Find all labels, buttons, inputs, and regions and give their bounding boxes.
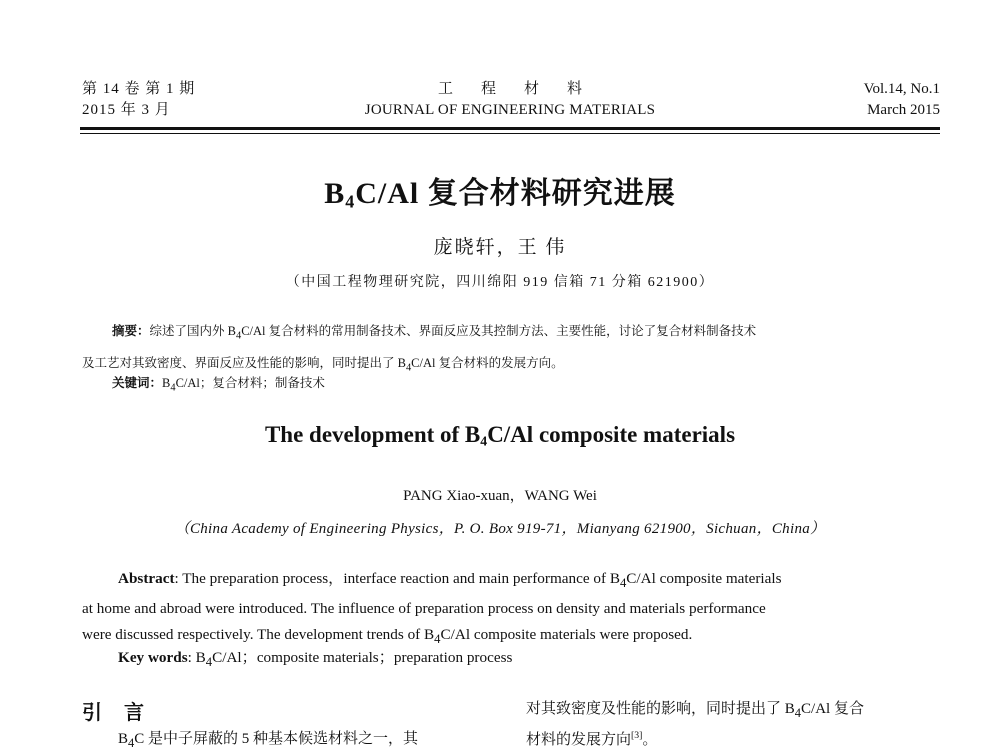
abstract-en-line1: Abstract: The preparation process，interface reaction and main performance of $B_4C/Al$ composite materials [118, 570, 782, 591]
affiliation-en: （China Academy of Engineering Physics，P. O. Box 919-71，Mianyang 621900，Sichuan，China） [174, 521, 826, 537]
abstract-cn-line2: 及工艺对其致密度、界面反应及性能的影响，同时提出了 $B_4C/Al$ 复合材料的发展方向。 [82, 355, 564, 373]
title-en: The development of $B_4C/Al$ composite materials [264, 422, 736, 449]
section-heading-introduction: 引言 [82, 702, 166, 724]
authors-en: PANG Xiao-xuan，WANG Wei [403, 488, 597, 504]
header-rule-thick [80, 127, 940, 130]
abstract-cn-line1: 摘要：综述了国内外 $B_4C/Al$ 复合材料的常用制备技术、界面反应及其控制方法、主要性能，讨论了复合材料制备技术 [112, 324, 757, 342]
keywords-cn: 关键词：$B_4C/Al$；复合材料；制备技术 [112, 376, 325, 394]
header-issue-en [864, 79, 940, 121]
abstract-en-line2: at home and abroad were introduced. The influence of preparation process on density and materials performance [82, 600, 766, 618]
header-date-en: March 2015 [867, 102, 940, 118]
header-vol-no: Vol.14, No.1 [863, 81, 940, 97]
abstract-cn-label: 摘要： [112, 324, 150, 338]
body-left-column-line: $B_4C$ 是中子屏蔽的 5 种基本候选材料之一，其 [118, 731, 419, 750]
title-cn: $B_4C/Al$ 复合材料研究进展 [324, 177, 676, 212]
body-right-line1: 对其致密度及性能的影响，同时提出了 $B_4C/Al$ 复合 [526, 701, 864, 720]
citation-ref[interactable]: [3] [631, 730, 643, 742]
keywords-en-label: Key words [118, 649, 188, 666]
authors-cn: 庞晓轩，王 伟 [433, 237, 567, 258]
abstract-en-label: Abstract [118, 570, 175, 587]
keywords-cn-label: 关键词： [112, 376, 163, 390]
affiliation-cn: （中国工程物理研究院，四川绵阳 919 信箱 71 分箱 621900） [285, 275, 715, 290]
header-date-cn: 2015 年 3 月 [82, 102, 171, 118]
keywords-en: Key words: $B_4C/Al$；composite materials；preparation process [118, 649, 513, 670]
header-rule-thin [80, 133, 940, 134]
abstract-en-line3: were discussed respectively. The development trends of $B_4C/Al$ composite materials were proposed. [82, 626, 693, 647]
body-right-line2: 材料的发展方向[3]。 [526, 730, 658, 748]
body-right-column [526, 696, 940, 754]
abstract-en [82, 566, 940, 652]
journal-name-cn: 工程材料 [437, 81, 610, 97]
abstract-cn [82, 318, 940, 381]
header-volume-issue: 第 14 卷 第 1 期 [82, 81, 196, 97]
header-issue-cn [82, 79, 195, 121]
journal-name [320, 79, 700, 121]
journal-name-en: JOURNAL OF ENGINEERING MATERIALS [364, 102, 656, 118]
